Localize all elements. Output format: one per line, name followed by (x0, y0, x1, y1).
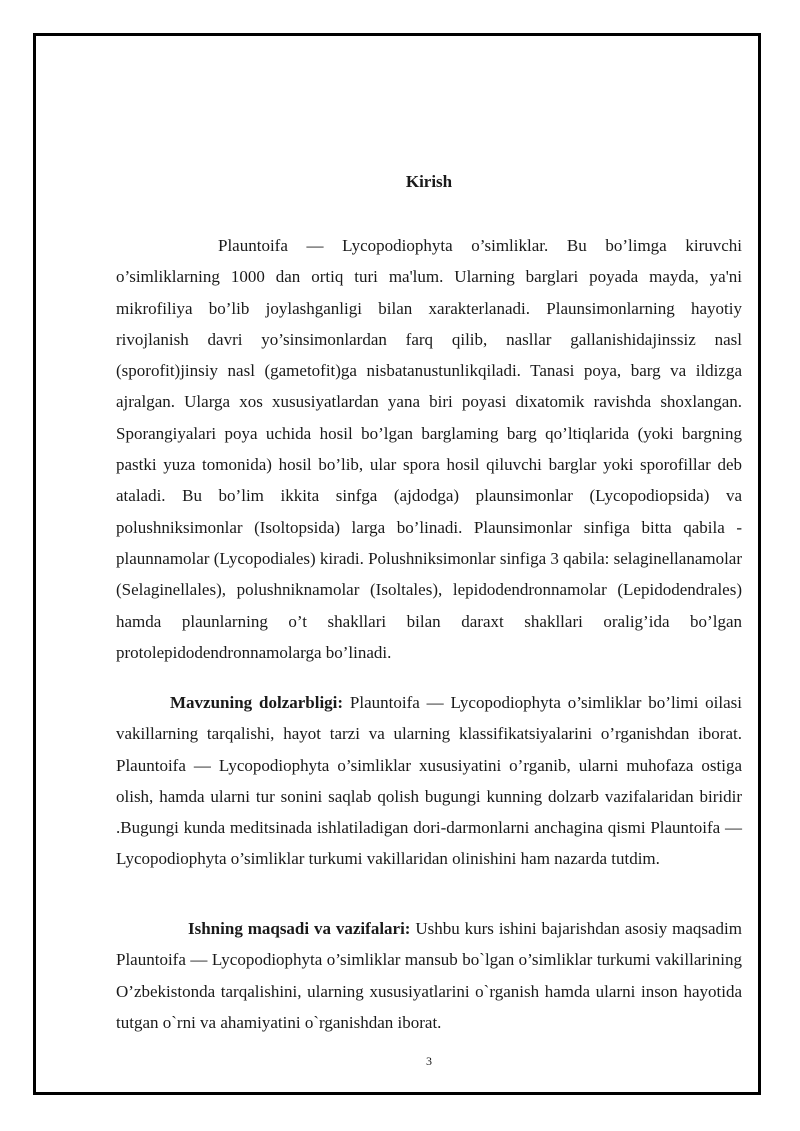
page-title: Kirish (405, 172, 453, 191)
relevance-heading: Mavzuning dolzarbligi: (170, 693, 344, 712)
goals-paragraph (116, 913, 742, 1038)
relevance-paragraph (116, 687, 742, 875)
relevance-text: Plauntoifa — Lycopodiophyta o’simliklar bo’limi oilasi vakillarning tarqalishi, hayot tarzi va ularning klassifikatsiyalarini o’rganishdan iborat. Plauntoifa — Lycopodiophyta o’simliklar xususiyatini o’rganib, ularni muhofaza ostiga olish, hamda ularni tur sonini saqlab qolish bugungi kunning dolzarb vazifalaridan biridir .Bugungi kunda meditsinada ishlatiladigan dori-darmonlarni anchagina qismi Plauntoifa — Lycopodiophyta o’simliklar turkumi vakillaridan olinishini ham nazarda tutdim. (116, 693, 743, 869)
intro-paragraph: Plauntoifa — Lycopodiophyta o’simliklar. Bu bo’limga kiruvchi o’simliklarning 1000 dan ortiq turi ma'lum. Ularning barglari poyada mayda, ya'ni mikrofiliya bo’lib joylashganligi bilan xarakterlanadi. Plaunsimonlarning hayotiy rivojlanish davri yo’sinsimonlardan farq qilib, nasllar gallanishidajinssiz nasl (sporofit)jinsiy nasl (gametofit)ga nisbatanustunlikqiladi. Tanasi poya, barg va ildizga ajralgan. Ularga xos xususiyatlardan yana biri poyasi dixatomik ravishda shoxlangan. Sporangiyalari poya uchida hosil bo’lgan barglaming barg qo’ltiqlarida (yoki bargning pastki yuza tomonida) hosil bo’lib, ular spora hosil qiluvchi barglar yoki sporofillar deb ataladi. Bu bo’lim ikkita sinfga (ajdodga) plaunsimonlar (Lycopodiopsida) va polushniksimonlar (Isoltopsida) larga bo’linadi. Plaunsimonlar sinfiga bitta qabila -plaunnamolar (Lycopodiales) kiradi. Polushniksimonlar sinfiga 3 qabila: selaginellanamolar (Selaginellales), polushniknamolar (Isoltales), lepidodendronnamolar (Lepidodendrales) hamda plaunlarning o’t shakllari bilan daraxt shakllari oralig’ida bo’lgan protolepidodendronnamolarga bo’linadi. (116, 236, 743, 662)
goals-text: Ushbu kurs ishini bajarishdan asosiy maqsadim Plauntoifa — Lycopodiophyta o’simliklar mansub bo`lgan o’simliklar turkumi vakillarining O’zbekistonda tarqalishini, ularning xususiyatlarini o`rganish hamda ularni inson hayotida tutgan o`rni va ahamiyatini o`rganishdan iborat. (116, 919, 742, 1032)
page-number: 3 (426, 1054, 432, 1068)
goals-heading: Ishning maqsadi va vazifalari: (188, 919, 411, 938)
